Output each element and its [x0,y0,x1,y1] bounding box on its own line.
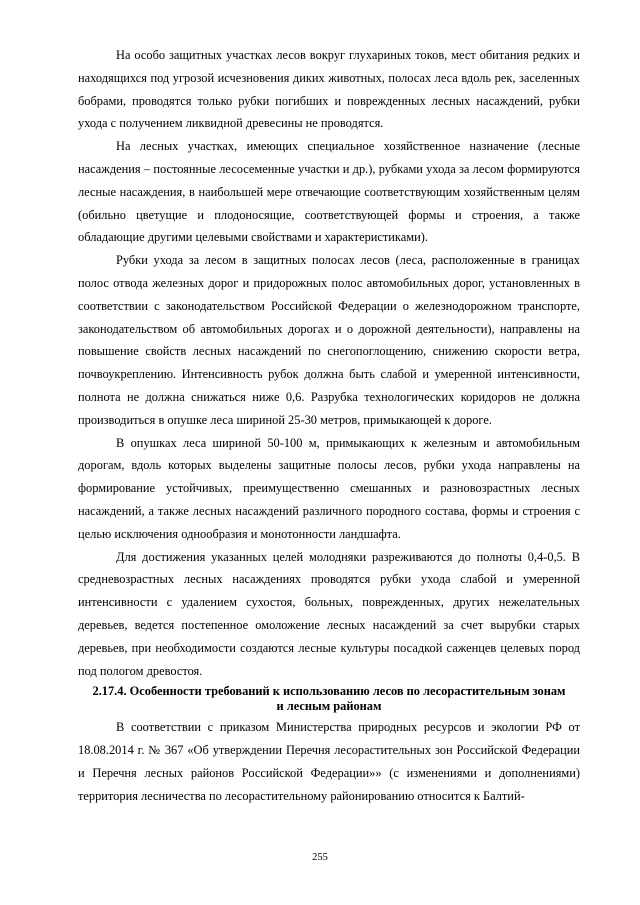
paragraph-forest-edges: В опушках леса шириной 50-100 м, примыкающих к железным и автомобильным дорогам, вдоль которых выделены защитные полосы лесов, рубки ухода направлены на формирование устойчивых, преимущественно смешанных и разновозрастных лесных насаждений, а также лесных насаждений различного породного состава, формы и строения с целью исключения однообразия и монотонности ландшафта. [78,435,580,541]
paragraph-capercaillie-areas: На особо защитных участках лесов вокруг глухариных токов, мест обитания редких и находящихся под угрозой исчезновения диких животных, полосах леса вдоль рек, заселенных бобрами, проводятся только рубки погибших и поврежденных лесных насаждений, рубки ухода с получением ликвидной древесины не проводятся. [78,48,580,131]
section-heading-line-2: и лесным районам [276,699,382,714]
paragraph-young-stands: Для достижения указанных целей молодняки разреживаются до полноты 0,4-0,5. В средневозрастных лесных насаждениях проводятся рубки ухода слабой и умеренной интенсивности с удалением сухостоя, больных, поврежденных, других нежелательных деревьев, ведется постепенное омоложение лесных насаждений за счет вырубки старых деревьев, при необходимости создаются лесные культуры посадкой саженцев целевых пород под пологом древостоя. [78,549,580,678]
paragraph-protective-strips: Рубки ухода за лесом в защитных полосах лесов (леса, расположенные в границах полос отвода железных дорог и придорожных полос автомобильных дорог, установленных в соответствии с законодательством Российской Федерации о железнодорожном транспорте, законодательством об автомобильных дорогах и о дорожной деятельности), направлены на повышение свойств лесных насаждений по снегопоглощению, снижению скорости ветра, почвоукреплению. Интенсивность рубок должна быть слабой и умеренной интенсивности, полнота не должна снижаться ниже 0,6. Разрубка технологических коридоров не должна производиться в опушке леса шириной 25-30 метров, примыкающей к дороге. [78,253,580,427]
section-heading [78,684,580,714]
section-heading-line-1: 2.17.4. Особенности требований к использованию лесов по лесорастительным зонам [92,684,566,699]
page-number: 255 [312,852,328,863]
paragraph-special-purpose-areas: На лесных участках, имеющих специальное хозяйственное назначение (лесные насаждения – постоянные лесосеменные участки и др.), рубками ухода за лесом формируются лесные насаждения, в наибольшей мере отвечающие соответствующим хозяйственным целям (обильно цветущие и плодоносящие, соответствующей формы и строения, а также обладающие другими целевыми свойствами и характеристиками). [78,139,580,245]
paragraph-zoning-order: В соответствии с приказом Министерства природных ресурсов и экологии РФ от 18.08.2014 г. № 367 «Об утверждении Перечня лесорастительных зон Российской Федерации и Перечня лесных районов Российской Федерации»» (с изменениями и дополнениями) территория лесничества по лесорастительному районированию относится к Балтий- [78,720,580,803]
document-page [78,44,580,808]
